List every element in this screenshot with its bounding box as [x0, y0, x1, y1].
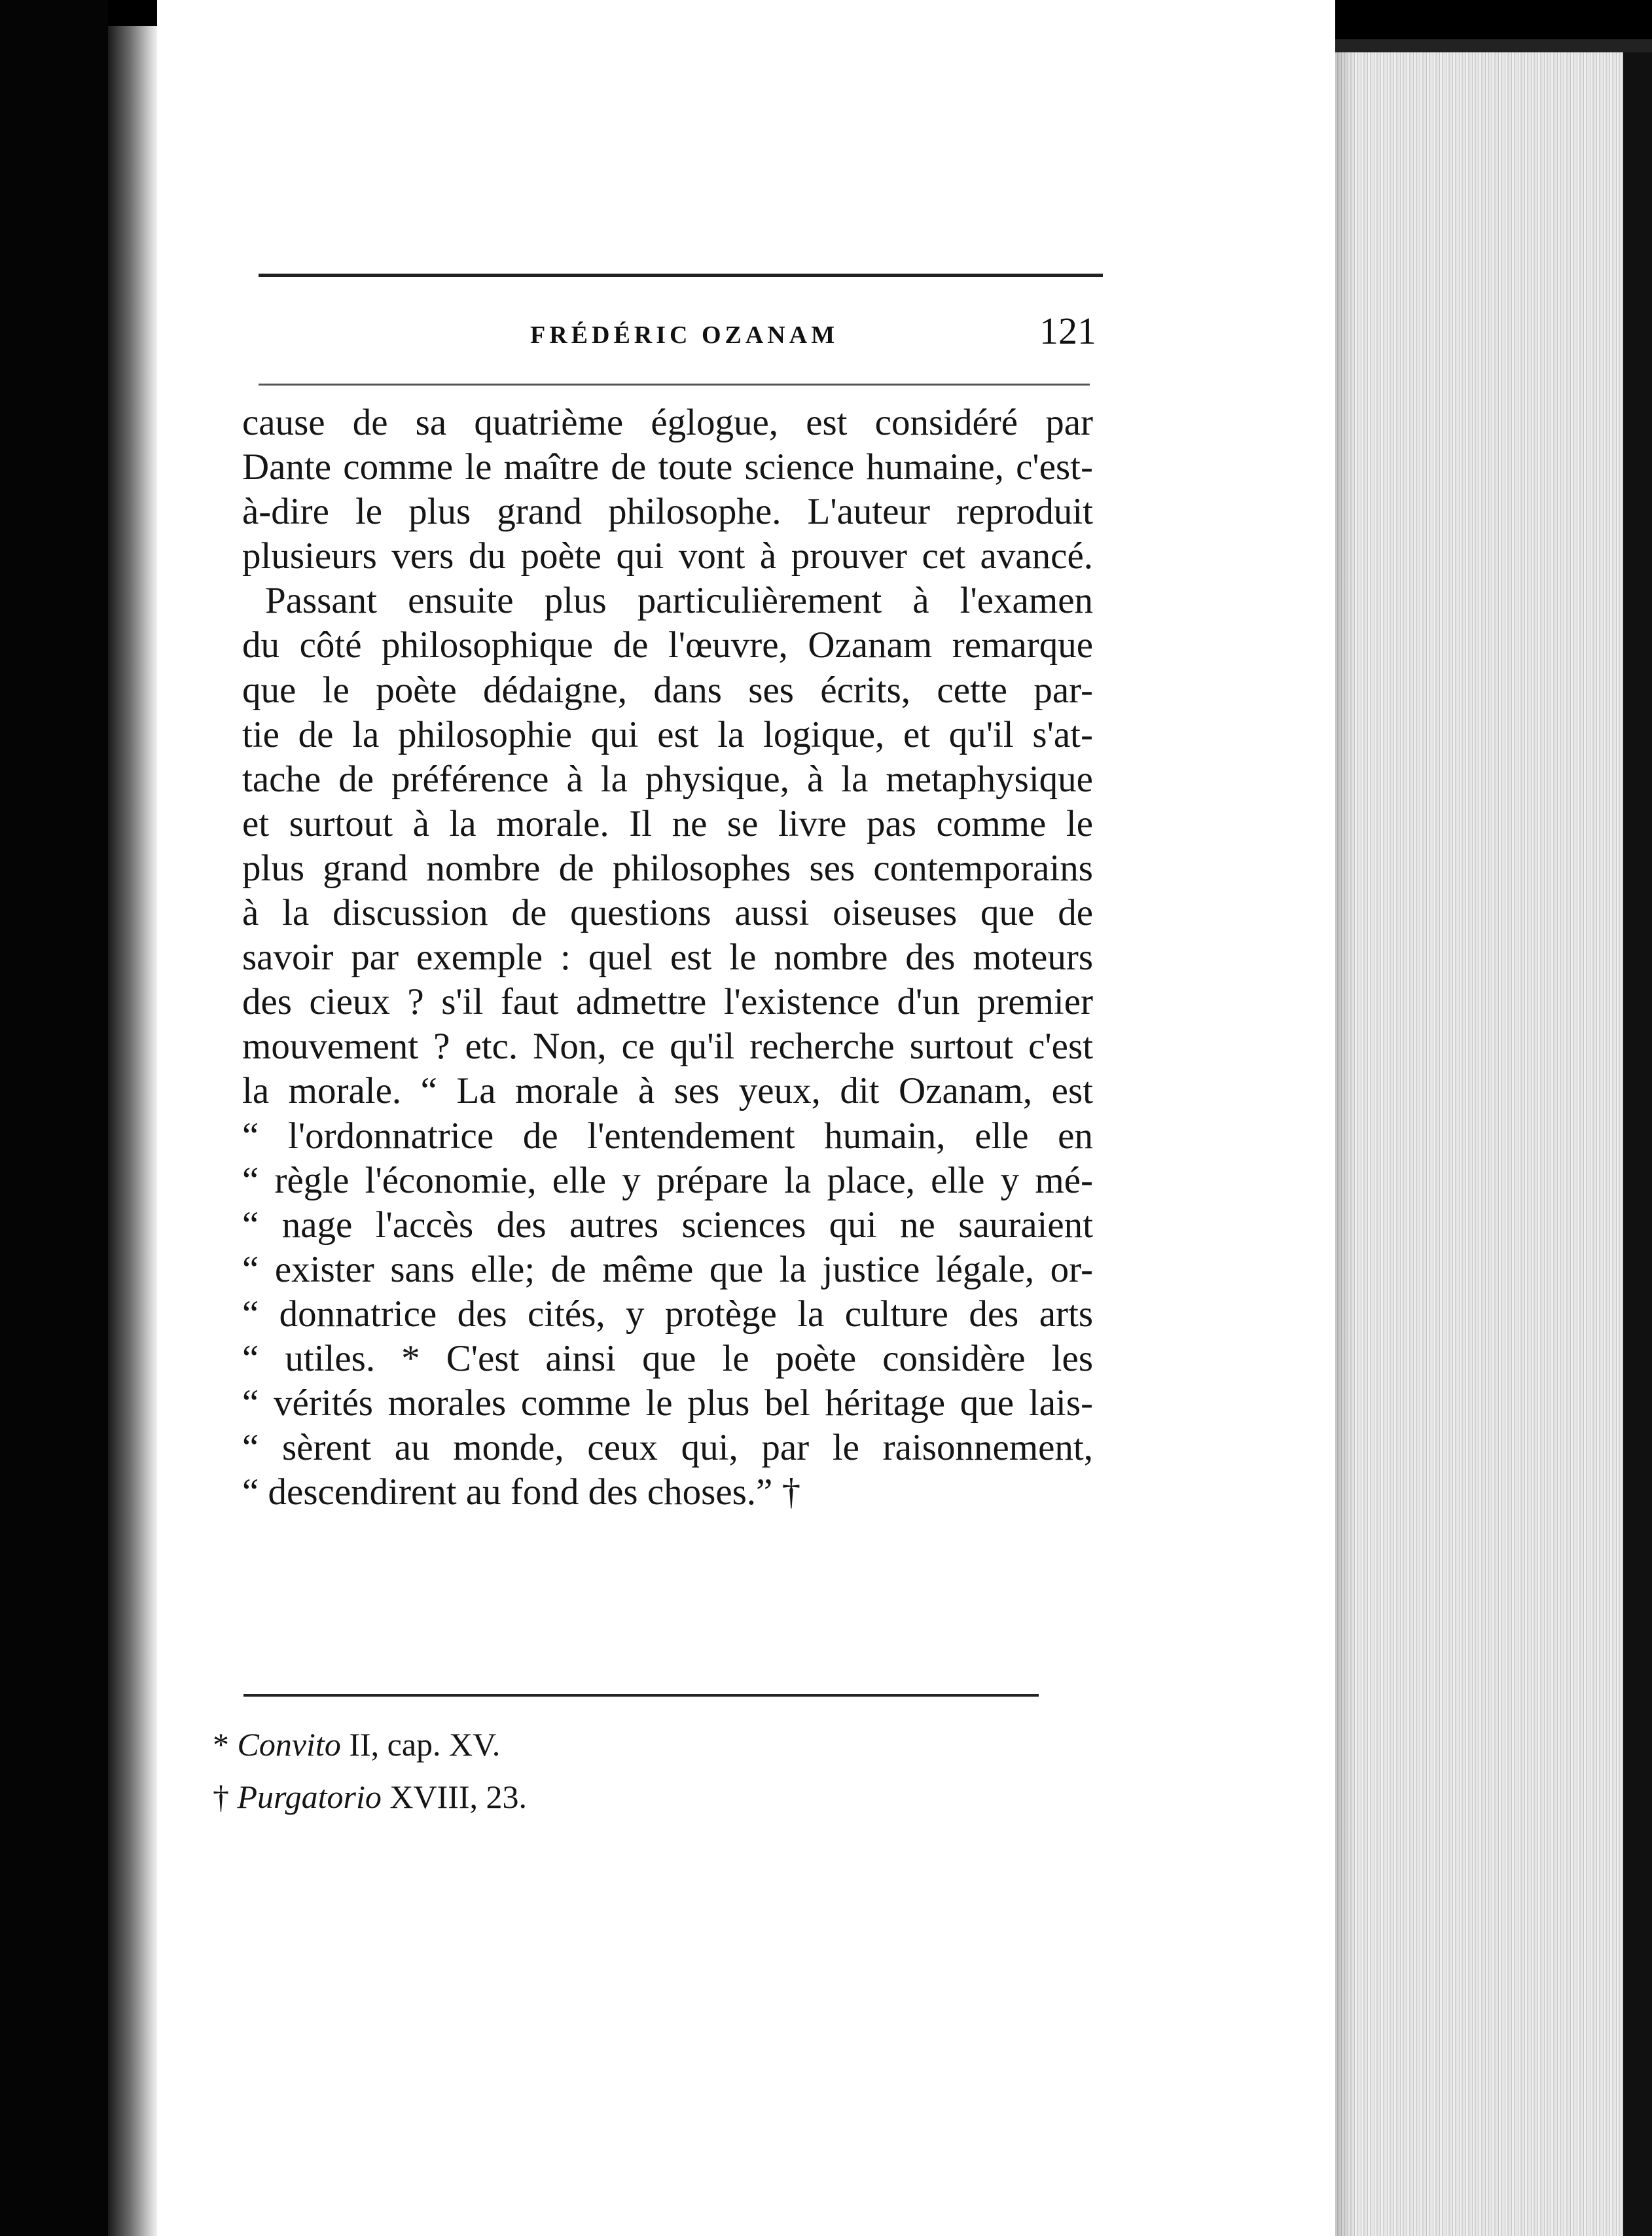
text-line: “ utiles. * C'est ainsi que le poète considère les: [242, 1337, 1093, 1379]
text-line: Passant ensuite plus particulièrement à l'examen: [265, 580, 1093, 622]
text-line: “ règle l'économie, elle y prépare la place, elle y mé-: [242, 1159, 1093, 1201]
body-text: [242, 401, 1093, 1515]
book-fore-edge: [1335, 52, 1623, 2236]
scan-frame-left: [0, 0, 108, 2236]
text-line: la morale. “ La morale à ses yeux, dit Ozanam, est: [242, 1070, 1093, 1112]
text-line: du côté philosophique de l'œuvre, Ozanam remarque: [242, 624, 1093, 666]
text-line: plusieurs vers du poète qui vont à prouver cet avancé.: [242, 535, 1093, 577]
text-line: que le poète dédaigne, dans ses écrits, cette par-: [242, 669, 1093, 711]
text-line: cause de sa quatrième églogue, est considéré par: [242, 402, 1093, 443]
text-line: “ nage l'accès des autres sciences qui ne sauraient: [242, 1204, 1093, 1246]
text-line: à-dire le plus grand philosophe. L'auteur reproduit: [242, 491, 1093, 533]
text-line: Dante comme le maître de toute science humaine, c'est-: [242, 446, 1093, 488]
footnotes: [213, 1718, 867, 1823]
text-line: à la discussion de questions aussi oiseuses que de: [242, 892, 1093, 934]
page-number: 121: [1039, 310, 1096, 352]
text-line: mouvement ? etc. Non, ce qu'il recherche surtout c'est: [242, 1026, 1093, 1068]
footnote-mark: †: [213, 1778, 229, 1815]
running-title: FRÉDÉRIC OZANAM: [530, 321, 839, 349]
text-line: “ descendirent au fond des choses.” †: [242, 1471, 801, 1513]
text-line: “ donnatrice des cités, y protège la culture des arts: [242, 1293, 1093, 1335]
text-line: plus grand nombre de philosophes ses contemporains: [242, 847, 1093, 889]
footnote-ref: XVIII, 23.: [389, 1778, 528, 1815]
scan-frame-right: [1623, 52, 1652, 2236]
footnote-work: Purgatorio: [237, 1778, 382, 1815]
running-head: [259, 310, 1103, 373]
text-line: “ vérités morales comme le plus bel héritage que lais-: [242, 1382, 1093, 1424]
footnote-work: Convito: [237, 1726, 341, 1763]
text-line: des cieux ? s'il faut admettre l'existence d'un premier: [242, 981, 1093, 1023]
text-line: tache de préférence à la physique, à la metaphysique: [242, 758, 1093, 800]
text-line: et surtout à la morale. Il ne se livre pas comme le: [242, 802, 1093, 844]
fore-edge-shadow: [1335, 52, 1355, 2236]
footnote-ref: II, cap. XV.: [349, 1726, 501, 1763]
text-line: “ l'ordonnatrice de l'entendement humain, elle en: [242, 1115, 1093, 1157]
footnote: [213, 1718, 867, 1771]
footnote-mark: *: [213, 1726, 229, 1763]
footnote-rule: [243, 1694, 1039, 1697]
previous-page-edge: [108, 26, 157, 2236]
footnote: [213, 1771, 867, 1823]
text-line: “ sèrent au monde, ceux qui, par le raisonnement,: [242, 1427, 1093, 1469]
header-rule-bottom: [259, 384, 1090, 386]
text-line: savoir par exemple : quel est le nombre des moteurs: [242, 937, 1093, 979]
text-line: tie de la philosophie qui est la logique, et qu'il s'at-: [242, 713, 1093, 755]
text-line: “ exister sans elle; de même que la justice légale, or-: [242, 1248, 1093, 1290]
header-rule-top: [259, 274, 1103, 277]
